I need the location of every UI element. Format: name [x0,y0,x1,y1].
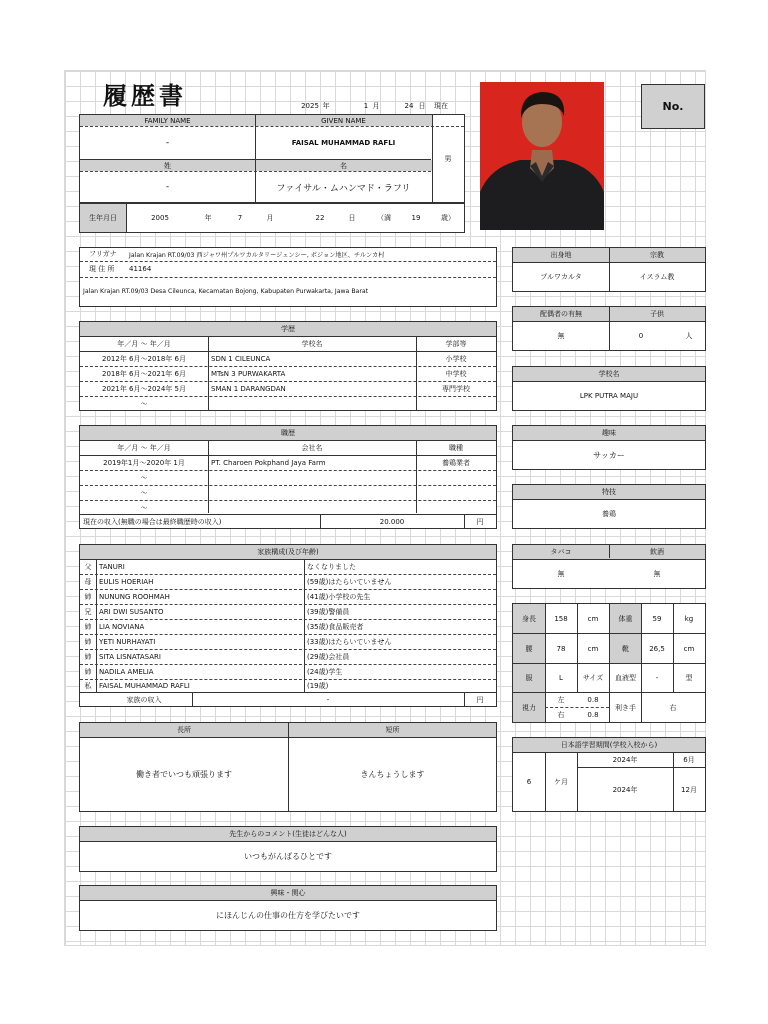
given-name: FAISAL MUHAMMAD RAFLI [291,138,396,147]
dominant-hand-label: 利き手 [615,703,636,712]
work-col-type: 職種 [449,444,463,452]
name-box [79,114,465,203]
education-row-period: 2018年 6月～2021年 6月 [102,370,186,378]
shoe-value: 26,5 [649,644,665,653]
family-member-name: NADILA AMELIA [99,668,154,676]
education-row-dept: 中学校 [445,370,467,378]
family-relation: 姉 [84,653,92,661]
family-relation: 姉 [84,623,92,631]
family-member-name: SITA LISNATASARI [99,653,161,661]
education-header: 学歴 [80,322,496,336]
skill-box [512,484,706,529]
education-row-school: SMAN 1 DARANGDAN [211,385,286,393]
tobacco-label: タバコ [513,545,609,559]
family-member-note: (41歳)小学校の先生 [307,593,371,601]
vision-right-value: 0.8 [587,711,599,719]
portrait-person-icon [480,82,604,230]
work-row-period: ～ [140,474,148,482]
work-row-company [208,486,416,500]
origin-box [512,247,706,292]
work-row-period: 2019年1月～2020年 1月 [103,459,185,467]
family-member-name: EULIS HOERIAH [99,578,154,586]
children-label: 子供 [609,307,705,321]
furigana-label: フリガナ [89,250,117,258]
japanese-study-box [512,737,706,812]
family-income-unit: 円 [476,695,484,704]
birth-month-unit: 月 [266,214,274,222]
family-member-note: (19歳) [307,682,329,690]
interest-value: にほんじんの仕事の仕方を学びたいです [216,911,360,920]
birth-day: 22 [315,214,325,222]
height-label: 身長 [513,604,545,633]
family-member-note: (39歳)警備員 [307,608,350,616]
japanese-study-months-unit: ケ月 [554,778,568,786]
spouse-box [512,306,706,351]
origin-value: プルワカルタ [540,273,582,281]
family-relation: 姉 [84,668,92,676]
given-name-label: GIVEN NAME [255,115,432,126]
family-relation: 姉 [84,593,92,601]
birth-age-close: 歳） [441,214,455,222]
date-suffix: 現在 [434,102,448,110]
mei-kana: ファイサル・ムハンマド・ラフリ [276,183,411,194]
date-year: 2025 [301,102,319,110]
spouse-label: 配偶者の有無 [513,307,609,321]
date-month-unit: 月 [372,102,380,110]
education-table [79,321,497,411]
strengths-box [79,722,497,812]
education-row-school: MTsN 3 PURWAKARTA [211,370,286,378]
birth-label: 生年月日 [80,204,126,232]
school-name-box [512,366,706,411]
alcohol-value: 無 [653,570,661,578]
religion-value: イスラム教 [639,273,675,281]
date-month: 1 [363,102,369,110]
weaknesses-value: きんちょうします [360,770,425,779]
vision-left-label: 左 [557,696,565,704]
hobby-box [512,425,706,470]
family-member-name: YETI NURHAYATI [99,638,156,646]
family-member-name: TANURI [99,563,125,571]
birth-year-unit: 年 [204,214,212,222]
work-row-type [416,471,496,485]
furigana-value: Jalan Krajan RT.09/03 西ジャワ州プルワカルタリージェンシー, ボジョン地区、チルンカ村 [129,251,385,259]
family-member-name: LIA NOVIANA [99,623,145,631]
weight-unit: kg [684,614,694,623]
family-header: 家族構成(及び年齢) [80,545,496,559]
body-box [512,603,706,723]
date-year-unit: 年 [322,102,330,110]
sei-label: 姓 [80,160,255,171]
weaknesses-label: 短所 [289,723,496,737]
address-full: Jalan Krajan RT.09/03 Desa Cileunca, Kecamatan Bojong, Kabupaten Purwakarta, Jawa Barat [83,287,369,295]
hobby-label: 趣味 [513,426,705,440]
family-member-name: NUNUNG ROOHMAH [99,593,170,601]
teacher-comment-label: 先生からのコメント(生徒はどんな人) [80,827,496,841]
work-income-unit: 円 [476,517,484,526]
vision-left-value: 0.8 [587,696,599,704]
gender: 男 [444,154,452,163]
resume-title: 履歴書 [103,81,187,110]
birth-year: 2005 [151,214,169,222]
height-value: 158 [554,614,568,623]
strengths-label: 長所 [80,723,288,737]
education-row-dept: 専門学校 [442,385,470,393]
japanese-study-months: 6 [526,778,532,786]
education-row-period: 2012年 6月～2018年 6月 [102,355,186,363]
work-row-type: 養鶏業者 [442,459,470,467]
weight-label: 体重 [610,604,641,633]
interest-label: 興味・関心 [80,886,496,900]
work-income-label: 現在の収入(無職の場合は最終職歴時の収入) [83,517,222,526]
shoe-label: 靴 [610,634,641,663]
family-member-note: (33歳)はたらいていません [307,638,392,646]
work-income-value: 20.000 [379,517,405,526]
family-member-name: FAISAL MUHAMMAD RAFLI [99,682,190,690]
weight-value: 59 [652,614,662,623]
vision-label: 視力 [513,693,545,722]
work-row-period: ～ [140,489,148,497]
date-day-unit: 日 [418,102,426,110]
japanese-study-end-month: 12月 [681,785,697,794]
birth-day-unit: 日 [348,214,356,222]
family-relation: 母 [84,578,92,586]
birth-row [79,203,465,233]
family-member-note: (35歳)食品販売者 [307,623,364,631]
address-box [79,247,497,307]
tobacco-value: 無 [557,570,565,578]
education-row-school [208,397,416,410]
family-member-name: ARI DWI SUSANTO [99,608,164,616]
height-unit: cm [587,614,599,623]
dominant-hand-value: 右 [669,703,677,712]
strengths-value: 働き者でいつも頑張ります [136,770,232,779]
school-name-value: LPK PUTRA MAJU [579,392,639,400]
birth-age: 19 [411,214,421,222]
portrait-photo [480,82,604,230]
japanese-study-start-month: 6月 [683,756,695,764]
clothes-value: L [559,674,563,682]
mei-label: 名 [255,160,432,171]
date-day: 24 [404,102,414,110]
teacher-comment-value: いつもがんばるひとです [244,852,332,861]
education-row-dept: 小学校 [445,355,467,363]
teacher-comment-box [79,826,497,872]
family-name: - [165,137,170,148]
japanese-study-end-year: 2024年 [612,785,638,794]
japanese-study-start-year: 2024年 [612,756,638,764]
shoe-unit: cm [683,644,695,653]
japanese-study-header: 日本語学習期間(学校入校から) [513,738,705,752]
hobby-value: サッカー [593,450,625,460]
work-row-company: PT. Charoen Pokphand Jaya Farm [211,459,326,467]
family-relation: 兄 [84,608,92,616]
religion-label: 宗教 [609,248,705,262]
education-col-dept: 学部等 [445,340,467,348]
waist-label: 腰 [513,634,545,663]
work-row-company [208,471,416,485]
postal-code: 41164 [129,265,152,273]
work-row-type [416,501,496,514]
children-unit: 人 [685,332,693,340]
family-member-note: (29歳)会社員 [307,653,350,661]
family-income-value: - [326,695,330,704]
skill-value: 養鶏 [602,510,616,518]
skill-label: 特技 [513,485,705,499]
work-row-type [416,486,496,500]
number-box: No. [641,84,705,129]
interest-box [79,885,497,931]
work-header: 職歴 [80,426,496,440]
family-member-note: (24歳)学生 [307,668,343,676]
family-table [79,544,497,707]
education-row-period: 2021年 6月～2024年 5月 [102,385,186,393]
family-relation: 私 [84,682,92,690]
work-col-period: 年／月 ～ 年／月 [117,444,171,452]
school-name-label: 学校名 [513,367,705,381]
work-row-period: ～ [140,503,148,512]
education-row-period: ～ [140,399,148,408]
work-col-company: 会社名 [301,444,323,452]
alcohol-label: 飲酒 [609,545,705,559]
family-relation: 姉 [84,638,92,646]
blood-type-value: - [655,674,659,682]
family-member-note: (59歳)はたらいていません [307,578,392,586]
education-row-school: SDN 1 CILEUNCA [211,355,271,363]
family-name-label: FAMILY NAME [80,115,255,126]
education-col-period: 年／月 ～ 年／月 [117,340,171,348]
work-row-company [208,501,416,514]
waist-value: 78 [556,644,566,653]
sei-kana: - [165,182,170,192]
education-col-school: 学校名 [301,340,323,348]
birth-month: 7 [237,214,243,222]
current-address-label: 現 住 所 [89,265,115,273]
education-row-dept [416,397,496,410]
family-member-note: なくなりました [307,563,356,571]
habits-box [512,544,706,589]
birth-age-open: （満 [377,214,391,222]
blood-type-unit: 型 [685,674,693,682]
size-label: サイズ [582,674,604,682]
spouse-value: 無 [557,332,565,340]
waist-unit: cm [587,644,599,653]
clothes-label: 服 [513,664,545,692]
blood-type-label: 血液型 [615,674,636,682]
family-relation: 父 [84,563,92,571]
vision-right-label: 右 [557,711,565,719]
work-table [79,425,497,529]
family-income-label: 家族の収入 [126,695,162,704]
origin-label: 出身地 [513,248,609,262]
children-value: 0 [638,332,644,340]
